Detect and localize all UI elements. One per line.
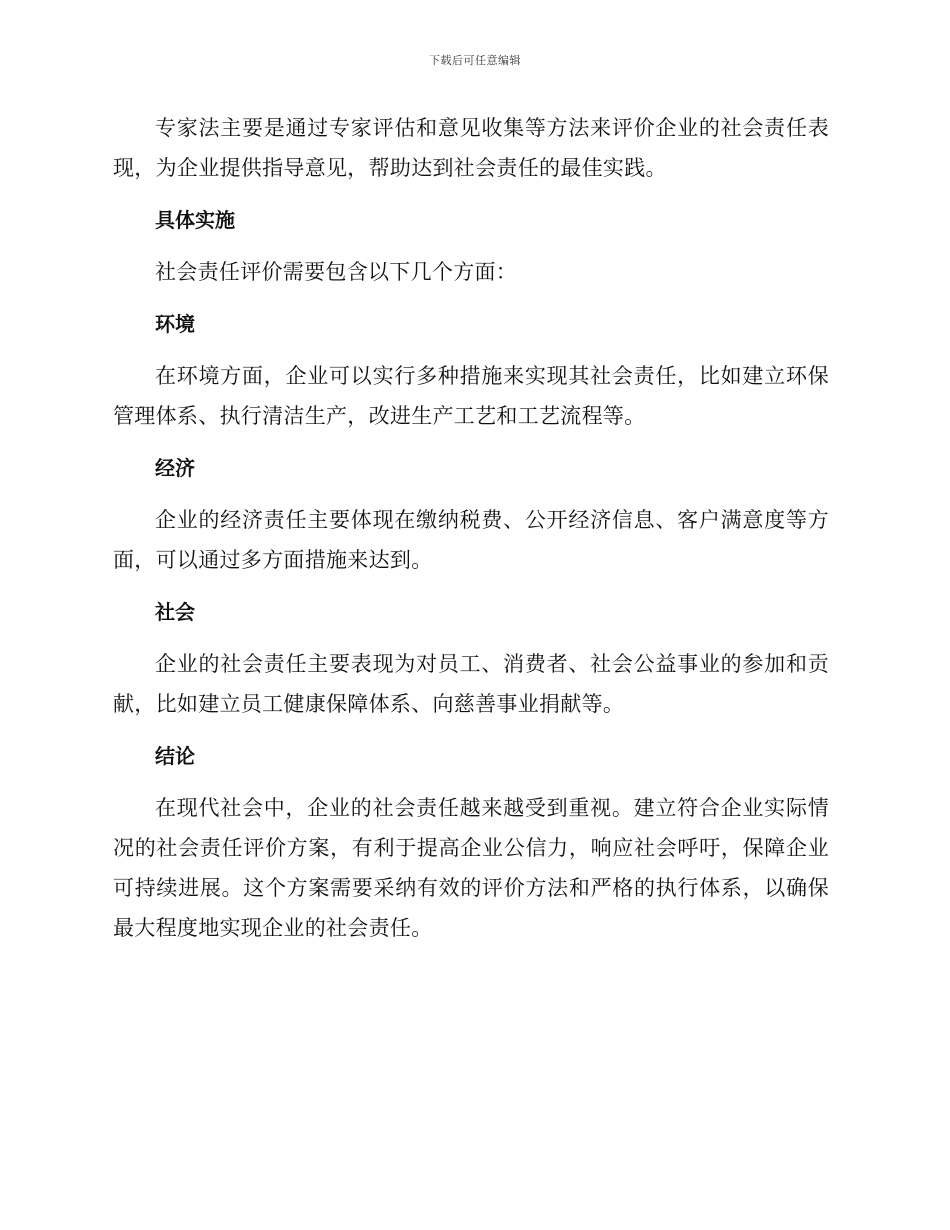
paragraph-society: 企业的社会责任主要表现为对员工、消费者、社会公益事业的参加和贡献，比如建立员工健康保障体系、向慈善事业捐献等。 [113, 652, 829, 716]
heading-society: 社会 [155, 600, 195, 624]
paragraph-expert-method: 专家法主要是通过专家评估和意见收集等方法来评价企业的社会责任表现，为企业提供指导意见，帮助达到社会责任的最佳实践。 [113, 116, 829, 180]
heading-implementation: 具体实施 [155, 208, 235, 232]
paragraph-aspects-intro: 社会责任评价需要包含以下几个方面： [155, 260, 518, 284]
heading-environment: 环境 [155, 312, 195, 336]
paragraph-economy: 企业的经济责任主要体现在缴纳税费、公开经济信息、客户满意度等方面，可以通过多方面措施来达到。 [113, 508, 829, 572]
paragraph-environment: 在环境方面，企业可以实行多种措施来实现其社会责任，比如建立环保管理体系、执行清洁生产，改进生产工艺和工艺流程等。 [113, 364, 829, 428]
paragraph-conclusion: 在现代社会中，企业的社会责任越来越受到重视。建立符合企业实际情况的社会责任评价方案，有利于提高企业公信力，响应社会呼吁，保障企业可持续进展。这个方案需要采纳有效的评价方法和严格的执行体系，以确保最大程度地实现企业的社会责任。 [113, 796, 829, 940]
heading-economy: 经济 [155, 456, 195, 480]
document-body [113, 108, 829, 960]
page-header: 下载后可任意编辑 [429, 54, 521, 67]
heading-conclusion: 结论 [155, 744, 195, 768]
